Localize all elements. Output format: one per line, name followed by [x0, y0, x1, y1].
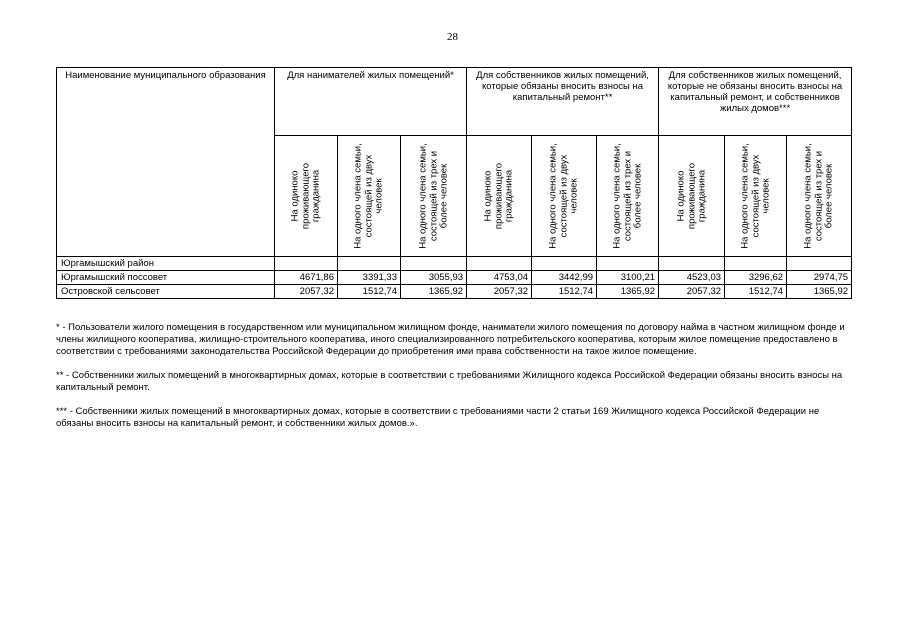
- table-cell: 4523,03: [659, 271, 725, 285]
- rates-table: [56, 67, 852, 299]
- table-cell: 3296,62: [725, 271, 787, 285]
- municipality-name: Юргамышский поссовет: [57, 271, 275, 285]
- table-cell: 4753,04: [467, 271, 532, 285]
- subheader-g2-three: На одного члена семьи, состоящей из трех и более человек: [597, 136, 659, 257]
- table-cell: 2057,32: [659, 285, 725, 299]
- table-row: [57, 285, 852, 299]
- table-row: [57, 271, 852, 285]
- region-name: Юргамышский район: [57, 257, 275, 271]
- table-cell: 1512,74: [338, 285, 401, 299]
- table-cell: 1365,92: [401, 285, 467, 299]
- subheader-g2-two: На одного члена семьи, состоящей из двух человек: [532, 136, 597, 257]
- subheader-g1-two: На одного члена семьи, состоящей из двух человек: [338, 136, 401, 257]
- subheader-g3-single: На одиноко проживающего гражданина: [659, 136, 725, 257]
- region-row: [57, 257, 852, 271]
- subheader-g3-two: На одного члена семьи, состоящей из двух человек: [725, 136, 787, 257]
- municipality-name: Островской сельсовет: [57, 285, 275, 299]
- group-header-owners-not-obliged: Для собственников жилых помещений, которые не обязаны вносить взносы на капитальный ремонт, и собственников жилых домов***: [659, 68, 852, 136]
- table-cell: 2057,32: [275, 285, 338, 299]
- group-header-tenants: Для нанимателей жилых помещений*: [275, 68, 467, 136]
- subheader-g1-single: На одиноко проживающего гражданина: [275, 136, 338, 257]
- subheader-g1-three: На одного члена семьи, состоящей из трех и более человек: [401, 136, 467, 257]
- table-cell: 3442,99: [532, 271, 597, 285]
- subheader-g3-three: На одного члена семьи, состоящей из трех и более человек: [787, 136, 852, 257]
- table-cell: 3100,21: [597, 271, 659, 285]
- table-cell: 2057,32: [467, 285, 532, 299]
- footnotes: [56, 322, 846, 442]
- footnote-owners-obliged: ** - Собственники жилых помещений в многоквартирных домах, которые в соответствии с требованиями Жилищного кодекса Российской Федерации обязаны вносить взносы на капитальный ремонт.: [56, 370, 843, 393]
- table-cell: 1365,92: [597, 285, 659, 299]
- page-number: 28: [447, 31, 458, 43]
- table-cell: 1512,74: [725, 285, 787, 299]
- table-cell: 2974,75: [787, 271, 852, 285]
- table-cell: 1365,92: [787, 285, 852, 299]
- footnote-owners-not-obliged: *** - Собственники жилых помещений в многоквартирных домах, которые в соответствии с требованиями части 2 статьи 169 Жилищного кодекса Российской Федерации не обязаны вносить взносы на капитальный ремонт, и собственники жилых домов.».: [56, 406, 820, 429]
- name-column-header: Наименование муниципального образования: [57, 68, 275, 257]
- table-cell: 3391,33: [338, 271, 401, 285]
- table-cell: 3055,93: [401, 271, 467, 285]
- table-cell: 4671,86: [275, 271, 338, 285]
- footnote-tenants: * - Пользователи жилого помещения в государственном или муниципальном жилищном фонде, наниматели жилого помещения по договору найма в частном жилищном фонде и члены жилищного кооператива, жилищно-строительного кооператива, иного специализированного потребительского кооператива, которым жилое помещение предоставлено в соответствии с требованиями законодательства Российской Федерации до приобретения ими права собственности на такое жилое помещение.: [56, 322, 845, 357]
- group-header-owners-obliged: Для собственников жилых помещений, которые обязаны вносить взносы на капитальный ремонт**: [467, 68, 659, 136]
- table-cell: 1512,74: [532, 285, 597, 299]
- subheader-g2-single: На одиноко проживающего гражданина: [467, 136, 532, 257]
